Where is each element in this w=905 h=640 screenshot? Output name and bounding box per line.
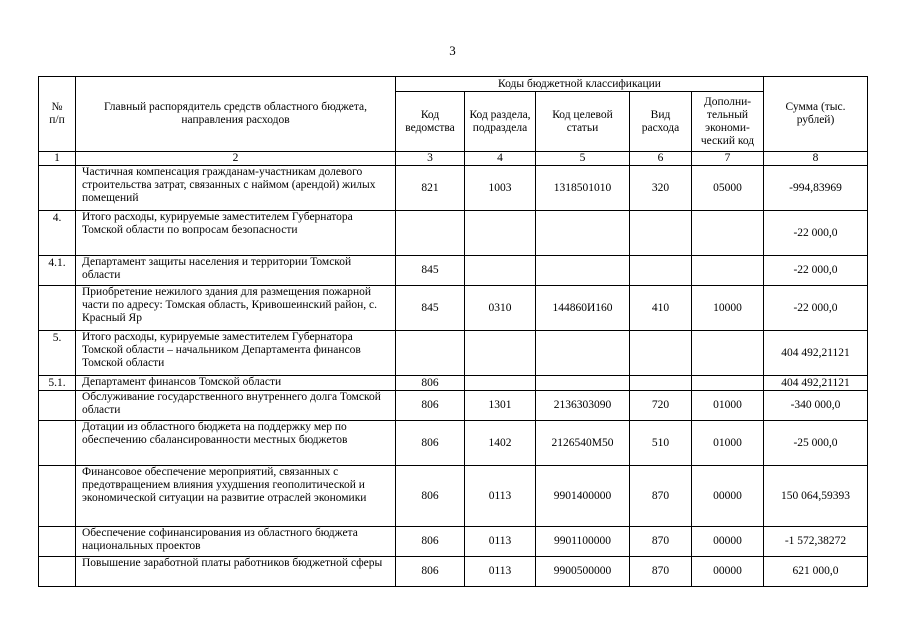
row-name: Повышение заработной платы работников бюджетной сферы	[76, 557, 396, 587]
row-name: Обслуживание государственного внутреннего долга Томской области	[76, 391, 396, 421]
row-target: 144860И160	[536, 286, 630, 331]
row-sum: -340 000,0	[764, 391, 868, 421]
row-vid	[630, 331, 692, 376]
row-vid	[630, 211, 692, 256]
header-num: № п/п	[39, 77, 76, 152]
header-code-ved: Код ведомства	[396, 92, 465, 152]
table-row	[39, 391, 868, 421]
row-sum: -1 572,38272	[764, 527, 868, 557]
row-num	[39, 391, 76, 421]
col-index: 6	[630, 152, 692, 166]
row-vid: 720	[630, 391, 692, 421]
row-name: Дотации из областного бюджета на поддержку мер по обеспечению сбалансированности местных бюджетов	[76, 421, 396, 466]
row-razdel	[465, 211, 536, 256]
row-extra: 10000	[692, 286, 764, 331]
header-code-target: Код целевой статьи	[536, 92, 630, 152]
row-razdel: 0113	[465, 527, 536, 557]
table-row	[39, 421, 868, 466]
row-target: 9901400000	[536, 466, 630, 527]
row-razdel: 1003	[465, 166, 536, 211]
row-extra	[692, 256, 764, 286]
row-target	[536, 376, 630, 391]
row-ved: 845	[396, 256, 465, 286]
row-vid: 320	[630, 166, 692, 211]
column-index-row	[39, 152, 868, 166]
row-num	[39, 527, 76, 557]
table-row	[39, 376, 868, 391]
row-target	[536, 331, 630, 376]
row-name: Финансовое обеспечение мероприятий, связанных с предотвращением влияния ухудшения геополитической и экономической ситуации на развитие отраслей экономики	[76, 466, 396, 527]
row-sum: -22 000,0	[764, 211, 868, 256]
row-ved: 806	[396, 527, 465, 557]
row-num: 4.	[39, 211, 76, 256]
row-extra: 05000	[692, 166, 764, 211]
row-ved: 821	[396, 166, 465, 211]
row-vid: 870	[630, 527, 692, 557]
row-sum: 150 064,59393	[764, 466, 868, 527]
col-index: 3	[396, 152, 465, 166]
row-razdel: 0310	[465, 286, 536, 331]
row-ved: 806	[396, 557, 465, 587]
col-index: 1	[39, 152, 76, 166]
row-vid: 870	[630, 466, 692, 527]
row-ved: 845	[396, 286, 465, 331]
table-row	[39, 557, 868, 587]
row-target	[536, 211, 630, 256]
table-row	[39, 466, 868, 527]
table-row	[39, 331, 868, 376]
row-ved	[396, 331, 465, 376]
row-ved	[396, 211, 465, 256]
row-target	[536, 256, 630, 286]
row-target: 9900500000	[536, 557, 630, 587]
row-extra: 00000	[692, 527, 764, 557]
row-num	[39, 421, 76, 466]
row-extra	[692, 376, 764, 391]
row-ved: 806	[396, 391, 465, 421]
row-razdel: 1402	[465, 421, 536, 466]
col-index: 2	[76, 152, 396, 166]
col-index: 4	[465, 152, 536, 166]
row-vid: 410	[630, 286, 692, 331]
row-name: Итого расходы, курируемые заместителем Губернатора Томской области по вопросам безопасности	[76, 211, 396, 256]
table-row	[39, 166, 868, 211]
row-razdel: 0113	[465, 557, 536, 587]
row-extra: 01000	[692, 421, 764, 466]
row-sum: -994,83969	[764, 166, 868, 211]
row-razdel	[465, 376, 536, 391]
table-row	[39, 286, 868, 331]
row-num	[39, 466, 76, 527]
header-code-extra: Дополни-тельный экономи-ческий код	[692, 92, 764, 152]
row-extra: 01000	[692, 391, 764, 421]
row-name: Итого расходы, курируемые заместителем Губернатора Томской области – начальником Департамента финансов Томской области	[76, 331, 396, 376]
row-name: Обеспечение софинансирования из областного бюджета национальных проектов	[76, 527, 396, 557]
row-razdel	[465, 331, 536, 376]
row-vid	[630, 376, 692, 391]
row-razdel	[465, 256, 536, 286]
header-code-vid: Вид расхода	[630, 92, 692, 152]
row-vid: 870	[630, 557, 692, 587]
row-sum: -22 000,0	[764, 256, 868, 286]
row-ved: 806	[396, 376, 465, 391]
row-num	[39, 557, 76, 587]
row-num: 5.	[39, 331, 76, 376]
header-codes-title: Коды бюджетной классификации	[396, 77, 764, 92]
row-ved: 806	[396, 466, 465, 527]
header-name: Главный распорядитель средств областного бюджета, направления расходов	[76, 77, 396, 152]
table-row	[39, 211, 868, 256]
row-num	[39, 286, 76, 331]
row-target: 9901100000	[536, 527, 630, 557]
table-row	[39, 527, 868, 557]
row-extra: 00000	[692, 466, 764, 527]
row-target: 2126540М50	[536, 421, 630, 466]
row-sum: -22 000,0	[764, 286, 868, 331]
row-name: Приобретение нежилого здания для размещения пожарной части по адресу: Томская область, Кривошеинский район, с. Красный Яр	[76, 286, 396, 331]
row-num: 5.1.	[39, 376, 76, 391]
row-vid: 510	[630, 421, 692, 466]
row-extra: 00000	[692, 557, 764, 587]
col-index: 5	[536, 152, 630, 166]
row-num	[39, 166, 76, 211]
header-code-razdel: Код раздела, подраздела	[465, 92, 536, 152]
header-sum: Сумма (тыс. рублей)	[764, 77, 868, 152]
row-razdel: 0113	[465, 466, 536, 527]
row-target: 1318501010	[536, 166, 630, 211]
row-razdel: 1301	[465, 391, 536, 421]
row-sum: 404 492,21121	[764, 376, 868, 391]
col-index: 8	[764, 152, 868, 166]
row-extra	[692, 211, 764, 256]
row-vid	[630, 256, 692, 286]
row-name: Частичная компенсация гражданам-участникам долевого строительства затрат, связанных с наймом (арендой) жилых помещений	[76, 166, 396, 211]
row-num: 4.1.	[39, 256, 76, 286]
row-name: Департамент защиты населения и территории Томской области	[76, 256, 396, 286]
col-index: 7	[692, 152, 764, 166]
row-target: 2136303090	[536, 391, 630, 421]
row-ved: 806	[396, 421, 465, 466]
row-sum: -25 000,0	[764, 421, 868, 466]
page-number: 3	[449, 43, 456, 58]
budget-table	[38, 76, 868, 587]
table-row	[39, 256, 868, 286]
row-name: Департамент финансов Томской области	[76, 376, 396, 391]
row-sum: 621 000,0	[764, 557, 868, 587]
row-extra	[692, 331, 764, 376]
row-sum: 404 492,21121	[764, 331, 868, 376]
